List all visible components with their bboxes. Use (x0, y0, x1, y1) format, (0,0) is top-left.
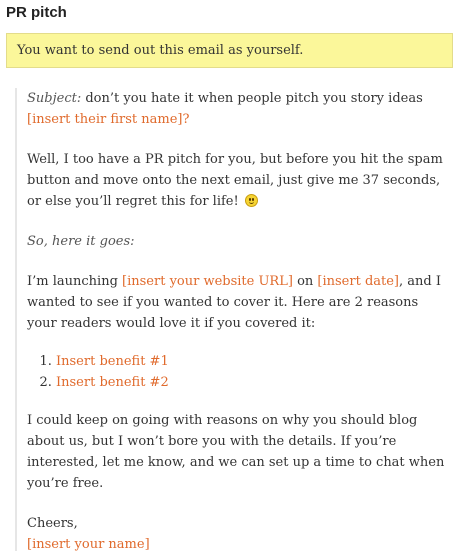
placeholder-website-url: [insert your website URL] (122, 274, 293, 289)
placeholder-your-name: [insert your name] (27, 537, 150, 552)
email-template (15, 88, 445, 551)
placeholder-first-name: [insert their first name] (27, 112, 183, 127)
subject-label: Subject: (27, 91, 82, 106)
section-title: PR pitch (6, 4, 67, 21)
subject-end: ? (182, 112, 190, 127)
signoff-text: Cheers, (27, 516, 78, 531)
list-item (56, 372, 445, 393)
launch-text-b: on (292, 274, 318, 289)
placeholder-benefit-2: Insert benefit #2 (56, 375, 169, 390)
intro-paragraph (27, 149, 445, 212)
closing-paragraph: I could keep on going with reasons on why you should blog about us, but I won’t bore you with the details. If you’re interested, let me know, and we can set up a time to chat when you’re free. (27, 413, 445, 491)
smiley-icon (245, 194, 258, 207)
launch-text-a: I’m launching (27, 274, 123, 289)
benefits-list (27, 351, 445, 393)
list-item (56, 351, 445, 372)
intro-text: Well, I too have a PR pitch for you, but before you hit the spam button and move onto the next email, just give me 37 seconds, or else you’ll regret this for life! (27, 152, 443, 209)
subject-line (27, 88, 445, 130)
subject-text: don’t you hate it when people pitch you story ideas (85, 91, 423, 106)
lead-in-text: So, here it goes: (27, 234, 135, 249)
signature (27, 513, 445, 555)
placeholder-benefit-1: Insert benefit #1 (56, 354, 169, 369)
placeholder-date: [insert date] (317, 274, 400, 289)
launch-paragraph (27, 271, 445, 334)
instruction-note: You want to send out this email as yourself. (6, 33, 453, 68)
launch-text-c: , and I wanted to see if you wanted to cover it. Here are 2 reasons your readers would love it if you covered it: (27, 274, 441, 331)
